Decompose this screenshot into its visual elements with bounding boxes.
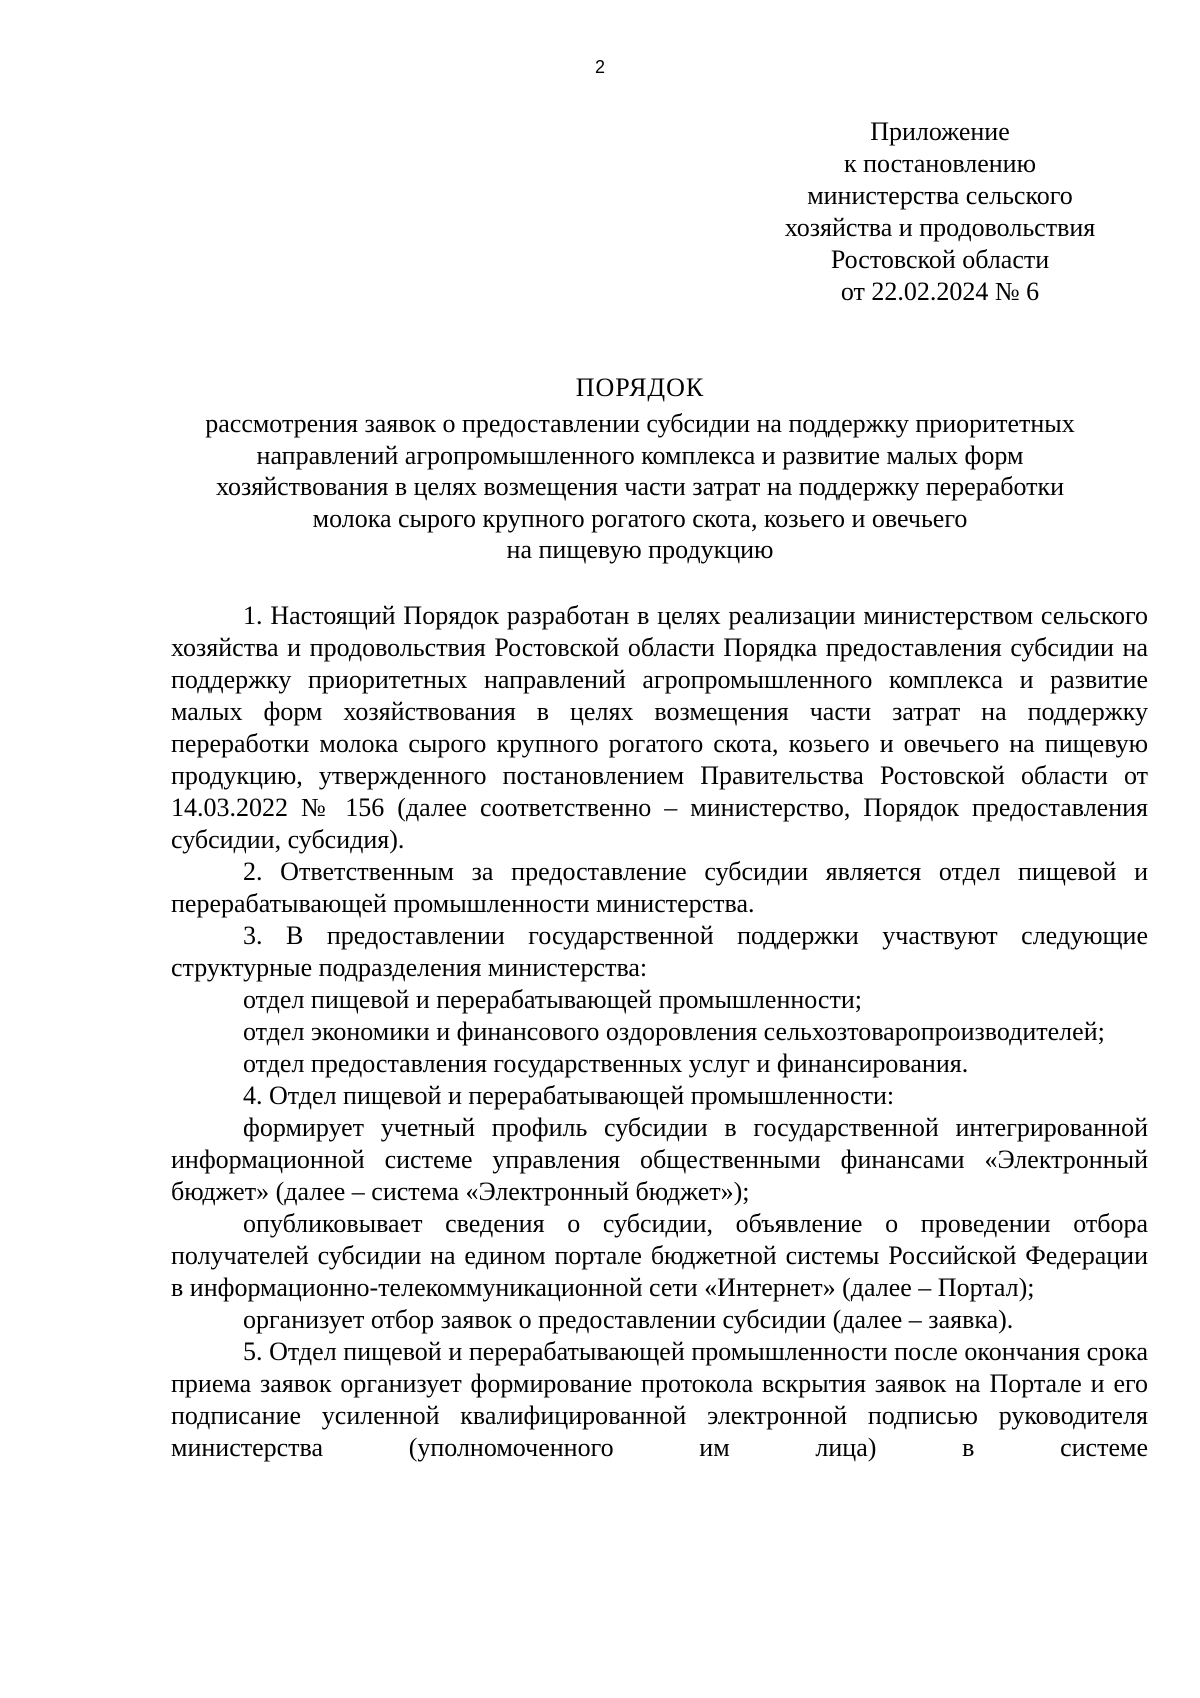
paragraph-5: 5. Отдел пищевой и перерабатывающей промышленности после окончания срока приема заявок организует формирование протокола вскрытия заявок на Портале и его подписание усиленной квалифицированной электронной подписью руководителя министерства (уполномоченного им лица) в системе (171, 1337, 1148, 1462)
list-item-economics-department: отдел экономики и финансового оздоровления сельхозтоваропроизводителей; (243, 1017, 1105, 1046)
subtitle-line: рассмотрения заявок о предоставлении субсидии на поддержку приоритетных (205, 409, 1075, 438)
appendix-line: министерства сельского (807, 181, 1073, 210)
document-title: ПОРЯДОК (575, 373, 705, 402)
document-body (171, 600, 1148, 1464)
duty-item-selection: организует отбор заявок о предоставлении субсидии (далее – заявка). (243, 1305, 1014, 1334)
appendix-line: Приложение (870, 117, 1010, 146)
subtitle-line: хозяйствования в целях возмещения части затрат на поддержку переработки (215, 472, 1065, 501)
duty-item-profile: формирует учетный профиль субсидии в государственной интегрированной информационной системе управления общественными финансами «Электронный бюджет» (далее – система «Электронный бюджет»); (171, 1113, 1148, 1206)
appendix-line: Ростовской области (830, 245, 1050, 274)
list-item-food-department: отдел пищевой и перерабатывающей промышленности; (243, 985, 862, 1014)
subtitle-line: на пищевую продукцию (506, 535, 774, 564)
duty-item-publish: опубликовывает сведения о субсидии, объявление о проведении отбора получателей субсидии на едином портале бюджетной системы Российской Федерации в информационно-телекоммуникационной сети «Интернет» (далее – Портал); (171, 1209, 1148, 1302)
appendix-line: от 22.02.2024 № 6 (840, 277, 1040, 306)
list-item-services-department: отдел предоставления государственных услуг и финансирования. (243, 1049, 969, 1078)
document-subtitle (150, 408, 1130, 566)
paragraph-3: 3. В предоставлении государственной поддержки участвуют следующие структурные подразделения министерства: (171, 921, 1148, 982)
appendix-line: к постановлению (843, 149, 1037, 178)
appendix-line: хозяйства и продовольствия (784, 213, 1096, 242)
appendix-header (740, 116, 1140, 308)
paragraph-1: 1. Настоящий Порядок разработан в целях реализации министерством сельского хозяйства и продовольствия Ростовской области Порядка предоставления субсидии на поддержку приоритетных направлений агропромышленного комплекса и развитие малых форм хозяйствования в целях возмещения части затрат на поддержку переработки молока сырого крупного рогатого скота, козьего и овечьего на пищевую продукцию, утвержденного постановлением Правительства Ростовской области от 14.03.2022 № 156 (далее соответственно – министерство, Порядок предоставления субсидии, субсидия). (171, 601, 1148, 854)
subtitle-line: направлений агропромышленного комплекса и развитие малых форм (256, 440, 1024, 470)
subtitle-line: молока сырого крупного рогатого скота, козьего и овечьего (312, 503, 968, 533)
document-heading (150, 372, 1130, 566)
page-number: 2 (594, 57, 605, 77)
paragraph-4: 4. Отдел пищевой и перерабатывающей промышленности: (243, 1081, 895, 1110)
paragraph-2: 2. Ответственным за предоставление субсидии является отдел пищевой и перерабатывающей промышленности министерства. (171, 857, 1148, 918)
